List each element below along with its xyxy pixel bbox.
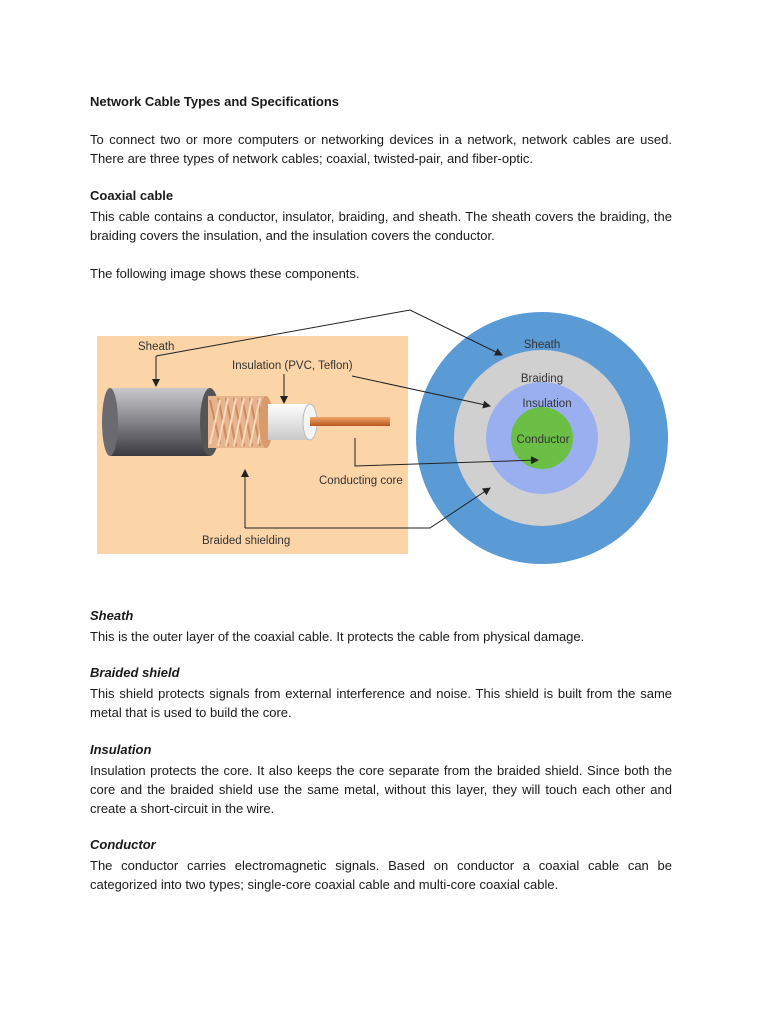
conducting-core-label: Conducting core xyxy=(319,475,403,487)
cable-insulation xyxy=(268,404,317,440)
coaxial-cable-diagram xyxy=(90,300,690,570)
section-body-conductor: The conductor carries electromagnetic signals. Based on conductor a coaxial cable can be categorized into two types; single-core coaxial cable and multi-core coaxial cable. xyxy=(90,858,672,892)
section-heading-braided-shield: Braided shield xyxy=(90,665,180,680)
ring-conductor-label: Conductor xyxy=(516,434,570,446)
section-body-insulation: Insulation protects the core. It also keeps the core separate from the braided shield. Since both the core and the braided shield use the same metal, without this layer, they will touch each other and create a short-circuit in the wire. xyxy=(90,763,672,816)
intro-paragraph: To connect two or more computers or networking devices in a network, network cables are used. There are three types of network cables; coaxial, twisted-pair, and fiber-optic. xyxy=(90,132,672,166)
copper-conductor xyxy=(310,417,390,426)
ring-braiding-label: Braiding xyxy=(520,373,564,385)
section-heading-insulation: Insulation xyxy=(90,742,152,757)
coaxial-cable-heading: Coaxial cable xyxy=(90,188,174,203)
braided-shielding-label: Braided shielding xyxy=(202,535,291,547)
section-heading-sheath: Sheath xyxy=(90,608,134,623)
cable-sheath xyxy=(102,388,220,456)
section-body-braided-shield: This shield protects signals from external interference and noise. This shield is built from the same metal that is used to build the core. xyxy=(90,686,672,720)
section-body-sheath: This is the outer layer of the coaxial cable. It protects the cable from physical damage. xyxy=(90,629,585,644)
sheath-label: Sheath xyxy=(138,341,175,353)
ring-sheath-label: Sheath xyxy=(523,339,561,351)
document-title: Network Cable Types and Specifications xyxy=(90,94,339,109)
image-intro-paragraph: The following image shows these components. xyxy=(90,266,360,281)
ring-insulation-label: Insulation xyxy=(522,398,572,410)
section-heading-conductor: Conductor xyxy=(90,837,156,852)
coaxial-cable-figure xyxy=(90,300,690,570)
insulation-label: Insulation (PVC, Teflon) xyxy=(232,360,353,372)
coaxial-cable-paragraph: This cable contains a conductor, insulator, braiding, and sheath. The sheath covers the braiding, the braiding covers the insulation, and the insulation covers the conductor. xyxy=(90,209,672,243)
braided-shield xyxy=(208,396,273,448)
